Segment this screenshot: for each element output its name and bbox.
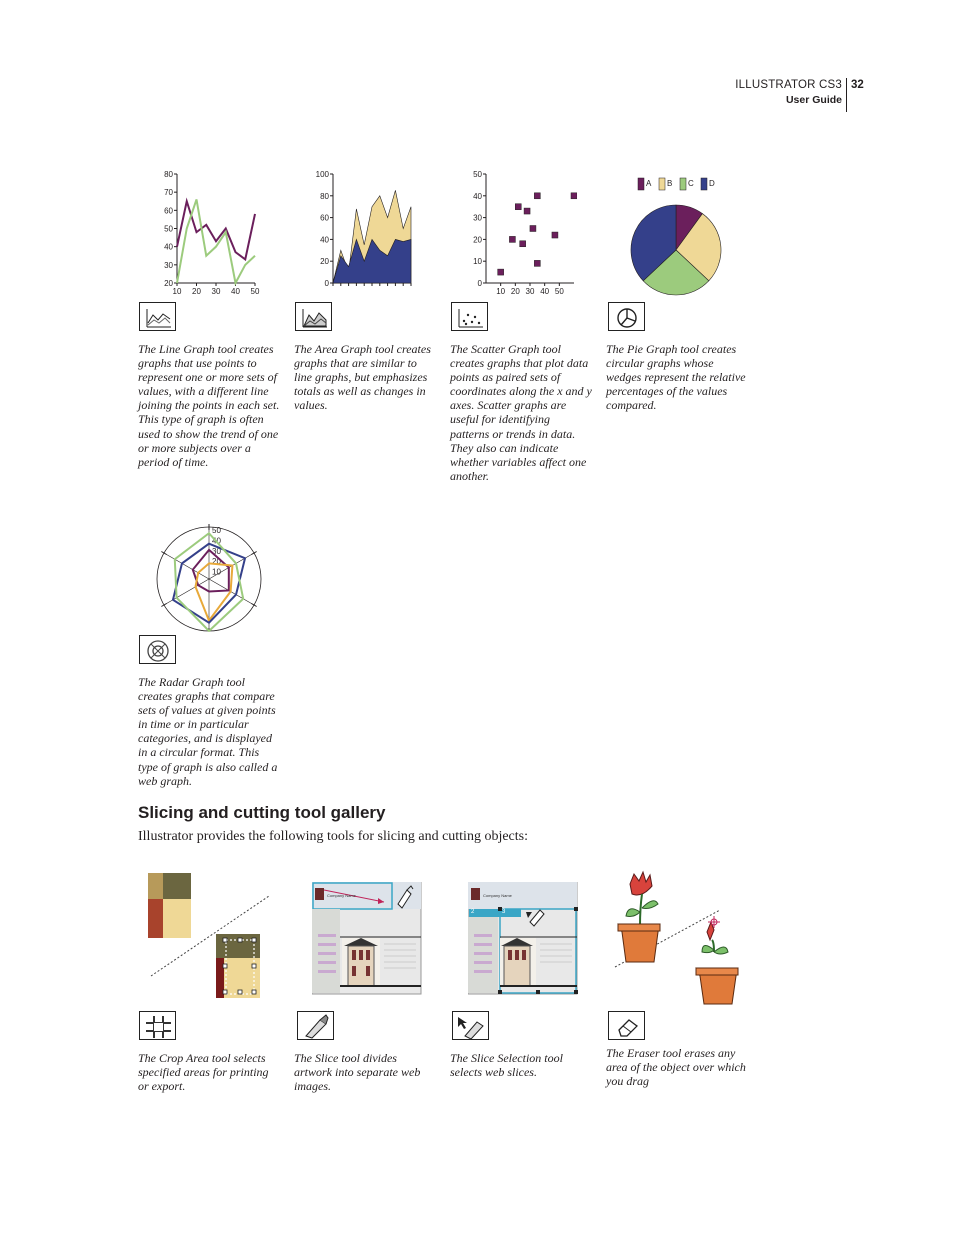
radar-tick-label: 40 bbox=[212, 536, 221, 546]
pie-graph-caption: The Pie Graph tool creates circular graphs whose wedges represent the relative percentages of the values compared. bbox=[606, 342, 746, 413]
scatter-point bbox=[534, 260, 540, 266]
section-heading: Slicing and cutting tool gallery bbox=[138, 803, 386, 822]
y-tick-label: 20 bbox=[320, 257, 329, 267]
radar-graph-caption: The Radar Graph tool creates graphs that compare sets of values at given points in time or in particular categories, and is displayed in a circular format. This type of graph is also called a web graph. bbox=[138, 675, 278, 788]
y-tick-label: 10 bbox=[473, 257, 482, 267]
scatter-graph-icon bbox=[452, 303, 489, 332]
x-tick-label: 10 bbox=[172, 287, 182, 296]
legend-label-c: C bbox=[688, 179, 694, 188]
x-tick-label: 20 bbox=[192, 287, 201, 296]
slice-number-2: 2 bbox=[471, 909, 475, 915]
x-tick-label: 30 bbox=[211, 287, 221, 296]
line-graph-caption: The Line Graph tool creates graphs that use points to represent one or more sets of values, with a different line joining the points in each set. This type of graph is often used to show the trend of one or more subjects over a period of time. bbox=[138, 342, 280, 469]
y-tick-label: 0 bbox=[477, 279, 482, 288]
slice-illustration bbox=[312, 882, 422, 996]
y-tick-label: 40 bbox=[473, 191, 482, 201]
header-app-title: ILLUSTRATOR CS3 bbox=[735, 79, 842, 91]
radar-tick-label: 20 bbox=[212, 557, 221, 567]
legend-swatch-a bbox=[638, 178, 644, 190]
y-tick-label: 40 bbox=[164, 242, 173, 252]
radar-tick bbox=[251, 604, 256, 607]
radar-graph-icon bbox=[140, 636, 177, 665]
line-graph-tool-button[interactable] bbox=[139, 302, 176, 331]
legend-label-a: A bbox=[646, 179, 652, 188]
slice-selection-illustration bbox=[468, 882, 580, 996]
legend-swatch-d bbox=[701, 178, 707, 190]
slice-knife-icon bbox=[298, 1012, 335, 1041]
slice-selection-company-label: Company Name bbox=[483, 893, 512, 898]
scatter-point bbox=[524, 208, 530, 214]
slice-number-3: 3 bbox=[502, 909, 506, 915]
radar-tick-label: 10 bbox=[212, 567, 221, 577]
x-tick-label: 40 bbox=[231, 287, 240, 296]
slice-caption: The Slice tool divides artwork into separate web images. bbox=[294, 1051, 421, 1094]
y-tick-label: 50 bbox=[473, 170, 482, 179]
legend-swatch-c bbox=[680, 178, 686, 190]
pie-graph-icon bbox=[609, 303, 646, 332]
scatter-point bbox=[571, 193, 577, 199]
line-graph-icon bbox=[140, 303, 177, 332]
y-tick-label: 50 bbox=[164, 224, 173, 234]
area-series-1 bbox=[333, 239, 411, 283]
scatter-point bbox=[530, 226, 536, 232]
y-tick-label: 100 bbox=[315, 170, 329, 179]
y-tick-label: 60 bbox=[164, 206, 173, 216]
eraser-illustration bbox=[610, 870, 745, 1010]
scatter-graph-chart bbox=[462, 168, 577, 300]
radar-tick bbox=[161, 604, 166, 607]
x-tick-label: 10 bbox=[496, 287, 506, 296]
header-guide-title: User Guide bbox=[785, 94, 842, 106]
area-graph-caption: The Area Graph tool creates graphs that are similar to line graphs, but emphasizes totals as well as changes in values. bbox=[294, 342, 431, 413]
x-tick-label: 50 bbox=[554, 287, 564, 296]
line-series-1 bbox=[177, 201, 255, 259]
slice-tool-button[interactable] bbox=[297, 1011, 334, 1040]
crop-area-icon bbox=[140, 1012, 177, 1041]
legend-label-b: B bbox=[667, 179, 673, 188]
area-graph-icon bbox=[296, 303, 333, 332]
pie-graph-tool-button[interactable] bbox=[608, 302, 645, 331]
crop-area-tool-button[interactable] bbox=[139, 1011, 176, 1040]
radar-graph-chart bbox=[150, 512, 268, 632]
slice-company-label: Company Name bbox=[327, 893, 356, 898]
eraser-tool-button[interactable] bbox=[608, 1011, 645, 1040]
radar-tick-label: 50 bbox=[212, 526, 221, 535]
crop-area-caption: The Crop Area tool selects specified areas for printing or export. bbox=[138, 1051, 269, 1094]
y-tick-label: 20 bbox=[473, 235, 482, 245]
x-tick-label: 50 bbox=[250, 287, 260, 296]
y-tick-label: 30 bbox=[473, 213, 482, 223]
slice-selection-caption: The Slice Selection tool selects web slices. bbox=[450, 1051, 563, 1080]
line-graph-chart bbox=[155, 168, 270, 300]
area-graph-chart bbox=[305, 168, 420, 300]
y-tick-label: 20 bbox=[164, 279, 173, 288]
scatter-graph-caption: The Scatter Graph tool creates graphs that plot data points as paired sets of coordinates along the x and y axes. Scatter graphs are useful for identifying patterns or trends in data. They also can indicate whether variables affect one another. bbox=[450, 342, 592, 483]
radar-tick-label: 30 bbox=[212, 546, 221, 556]
scatter-point bbox=[534, 193, 540, 199]
running-header bbox=[735, 79, 842, 106]
slice-selection-tool-button[interactable] bbox=[452, 1011, 489, 1040]
scatter-point bbox=[509, 236, 515, 242]
header-divider bbox=[846, 78, 847, 112]
radar-tick bbox=[251, 552, 256, 555]
eraser-icon bbox=[609, 1012, 646, 1041]
radar-tick bbox=[161, 552, 166, 555]
y-tick-label: 80 bbox=[320, 191, 329, 201]
area-graph-tool-button[interactable] bbox=[295, 302, 332, 331]
legend-label-d: D bbox=[709, 179, 715, 188]
section-intro: Illustrator provides the following tools for slicing and cutting objects: bbox=[138, 829, 528, 844]
page-number: 32 bbox=[851, 79, 864, 91]
x-tick-label: 30 bbox=[525, 287, 535, 296]
scatter-point bbox=[498, 269, 504, 275]
y-tick-label: 70 bbox=[164, 188, 173, 198]
y-tick-label: 30 bbox=[164, 260, 173, 270]
scatter-point bbox=[520, 241, 526, 247]
legend-swatch-b bbox=[659, 178, 665, 190]
y-tick-label: 40 bbox=[320, 235, 329, 245]
pie-graph-chart bbox=[625, 170, 730, 300]
eraser-caption: The Eraser tool erases any area of the object over which you drag bbox=[606, 1046, 746, 1089]
y-tick-label: 60 bbox=[320, 213, 329, 223]
x-tick-label: 20 bbox=[510, 287, 520, 296]
crop-area-illustration bbox=[146, 872, 271, 1002]
y-tick-label: 80 bbox=[164, 170, 173, 179]
scatter-point bbox=[552, 232, 558, 238]
radar-graph-tool-button[interactable] bbox=[139, 635, 176, 664]
slice-selection-icon bbox=[453, 1012, 490, 1041]
scatter-point bbox=[515, 204, 521, 210]
scatter-graph-tool-button[interactable] bbox=[451, 302, 488, 331]
x-tick-label: 40 bbox=[540, 287, 550, 296]
y-tick-label: 0 bbox=[324, 279, 329, 288]
